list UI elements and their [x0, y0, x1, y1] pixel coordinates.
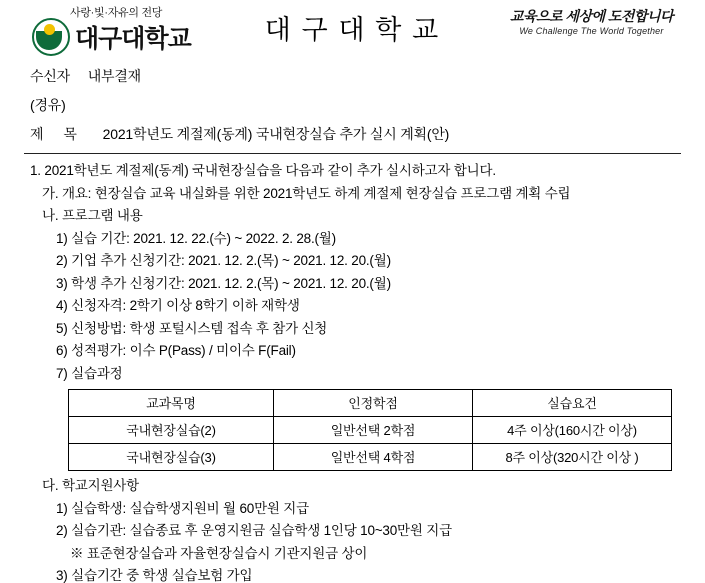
- header-divider: [24, 153, 681, 154]
- body-line: 3) 실습기간 중 학생 실습보험 가입: [56, 568, 253, 583]
- table-cell: 일반선택 4학점: [274, 444, 473, 471]
- body-line: 나. 프로그램 내용: [42, 208, 143, 223]
- body-line: 2) 기업 추가 신청기간: 2021. 12. 2.(목) ~ 2021. 12. 20.(월): [56, 253, 391, 268]
- table-header-cell: 교과목명: [69, 390, 274, 417]
- body-lines-top: [30, 164, 681, 380]
- subject-label: 제 목: [30, 126, 85, 142]
- brand-slogan-en: We Challenge The World Together: [519, 25, 664, 36]
- body-line: 가. 개요: 현장실습 교육 내실화를 위한 2021학년도 하계 계절제 현장실습 프로그램 계획 수립: [42, 185, 571, 201]
- body-line: 1) 실습 기간: 2021. 12. 22.(수) ~ 2022. 2. 28.(월): [56, 230, 336, 246]
- table-header-cell: 인정학점: [274, 390, 473, 417]
- university-name: 대구대학교: [75, 26, 191, 53]
- subject-line: [30, 124, 681, 144]
- body-line: 1. 2021학년도 계절제(동계) 국내현장실습을 다음과 같이 추가 실시하고자 합니다.: [30, 163, 496, 178]
- course-table-wrap: [30, 389, 681, 471]
- course-table: [68, 389, 672, 471]
- table-cell: 8주 이상(320시간 이상 ): [473, 444, 672, 471]
- table-row: [69, 417, 672, 444]
- table-header-row: [69, 390, 672, 417]
- body-line: 3) 학생 추가 신청기간: 2021. 12. 2.(목) ~ 2021. 12. 20.(월): [56, 275, 391, 291]
- document-body: [24, 164, 681, 583]
- via-line: [30, 95, 681, 115]
- body-line: 7) 실습과정: [56, 365, 123, 381]
- document-meta: [24, 66, 681, 144]
- table-cell: 4주 이상(160시간 이상): [473, 417, 672, 444]
- subject-value: 2021학년도 계절제(동계) 국내현장실습 추가 실시 계획(안): [102, 126, 450, 142]
- recipient-line: [30, 66, 681, 86]
- brand-slogan-kr: 교육으로 세상에 도전합니다: [509, 8, 673, 24]
- body-line: 5) 신청방법: 학생 포털시스템 접속 후 참가 신청: [56, 320, 328, 336]
- document-header: [24, 0, 681, 58]
- body-lines-bottom: [30, 479, 681, 583]
- body-line: 다. 학교지원사항: [42, 478, 139, 493]
- via-label: (경유): [30, 97, 66, 113]
- body-line: 4) 신청자격: 2학기 이상 8학기 이하 재학생: [56, 298, 300, 313]
- table-header-cell: 실습요건: [473, 390, 672, 417]
- body-line: ※ 표준현장실습과 자율현장실습시 기관지원금 상이: [70, 545, 368, 561]
- body-line: 6) 성적평가: 이수 P(Pass) / 미이수 F(Fail): [56, 343, 296, 358]
- logo-slogan: 사랑·빛·자유의 전당: [70, 7, 163, 19]
- body-line: 1) 실습학생: 실습학생지원비 월 60만원 지급: [56, 500, 309, 516]
- table-row: [69, 444, 672, 471]
- brand-slogan: [510, 8, 673, 37]
- table-cell: 국내현장실습(2): [69, 417, 274, 444]
- table-cell: 일반선택 2학점: [274, 417, 473, 444]
- recipient-value: 내부결재: [87, 68, 141, 84]
- table-cell: 국내현장실습(3): [69, 444, 274, 471]
- recipient-label: 수신자: [30, 68, 70, 84]
- document-title: 대 구 대 학 교: [264, 15, 441, 45]
- body-line: 2) 실습기관: 실습종료 후 운영지원금 실습학생 1인당 10~30만원 지급: [56, 523, 452, 538]
